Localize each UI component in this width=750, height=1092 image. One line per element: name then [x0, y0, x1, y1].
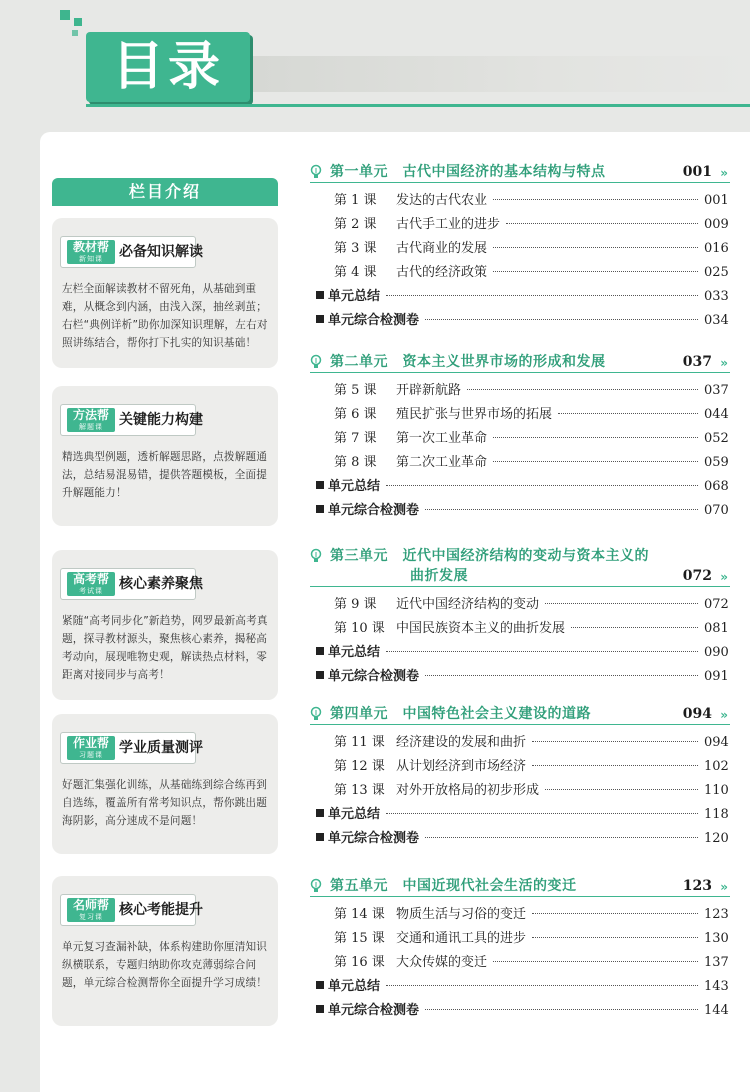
toc-lesson-row[interactable] — [310, 403, 730, 427]
toc-lesson-row[interactable] — [310, 951, 730, 975]
column-intro-title: 栏目介绍 — [52, 178, 278, 206]
toc-test-title: 单元综合检测卷 — [328, 669, 420, 684]
dot-leader — [493, 461, 698, 462]
toc-lesson-row[interactable] — [310, 189, 730, 213]
intro-card-title: 关键能力构建 — [119, 412, 203, 428]
toc-lesson-page: 052 — [704, 431, 729, 446]
dot-leader — [425, 837, 698, 838]
toc-lesson-row[interactable] — [310, 593, 730, 617]
toc-lesson-number: 第 3 课 — [334, 241, 377, 256]
toc-unit-header[interactable] — [310, 546, 730, 587]
toc-unit-header[interactable] — [310, 704, 730, 725]
intro-card-tag — [67, 240, 115, 264]
toc-test-title: 单元综合检测卷 — [328, 1003, 420, 1018]
header-band — [252, 56, 750, 92]
toc-summary-page: 143 — [704, 979, 729, 994]
intro-card-badge — [60, 236, 203, 268]
page-title: 目录 — [86, 32, 250, 102]
dot-leader — [467, 389, 698, 390]
toc-lesson-page: 110 — [704, 783, 729, 798]
toc-lesson-title: 第一次工业革命 — [396, 431, 488, 446]
toc-lesson-number: 第 11 课 — [334, 735, 385, 750]
toc-lesson-number: 第 1 课 — [334, 193, 377, 208]
toc-unit-title: 第二单元 资本主义世界市场的形成和发展 — [330, 354, 606, 370]
intro-card-tag-name: 方法帮 — [72, 408, 109, 422]
toc-lesson-row[interactable] — [310, 617, 730, 641]
toc-lesson-title: 古代手工业的进步 — [396, 217, 501, 232]
intro-card-tag — [67, 898, 115, 922]
toc-summary-row[interactable] — [310, 975, 730, 999]
toc-lesson-row[interactable] — [310, 451, 730, 475]
square-bullet-icon — [316, 291, 324, 299]
toc-unit-header[interactable] — [310, 876, 730, 897]
toc-lesson-title: 古代的经济政策 — [396, 265, 488, 280]
header-rule — [86, 104, 750, 107]
toc-unit-title: 第一单元 古代中国经济的基本结构与特点 — [330, 164, 606, 180]
toc-lesson-page: 009 — [704, 217, 729, 232]
square-bullet-icon — [316, 1005, 324, 1013]
toc-unit-title: 第五单元 中国近现代社会生活的变迁 — [330, 878, 577, 894]
toc-summary-row[interactable] — [310, 803, 730, 827]
toc-lesson-row[interactable] — [310, 261, 730, 285]
toc-test-row[interactable] — [310, 499, 730, 523]
toc-unit — [310, 352, 730, 523]
square-bullet-icon — [316, 647, 324, 655]
double-chevron-icon: » — [720, 356, 728, 370]
toc-lesson-title: 中国民族资本主义的曲折发展 — [396, 621, 566, 636]
dot-leader — [386, 651, 698, 652]
dot-leader — [386, 485, 698, 486]
toc-lesson-number: 第 12 课 — [334, 759, 385, 774]
toc-lesson-title: 发达的古代农业 — [396, 193, 488, 208]
dot-leader — [532, 913, 698, 914]
toc-unit-page: 094 — [682, 706, 712, 722]
intro-card-tag-sub: 考试课 — [79, 587, 103, 595]
lightbulb-icon — [310, 878, 322, 894]
toc-summary-title: 单元总结 — [328, 645, 381, 660]
header-decor-square — [74, 18, 82, 26]
header-decor-square — [72, 30, 78, 36]
toc-lesson-row[interactable] — [310, 379, 730, 403]
double-chevron-icon: » — [720, 570, 728, 584]
square-bullet-icon — [316, 481, 324, 489]
toc-lesson-page: 130 — [704, 931, 729, 946]
toc-unit-header[interactable] — [310, 162, 730, 183]
dot-leader — [532, 741, 698, 742]
toc-lesson-page: 059 — [704, 455, 729, 470]
toc-lesson-title: 第二次工业革命 — [396, 455, 488, 470]
toc-unit-page: 037 — [682, 354, 712, 370]
dot-leader — [571, 627, 698, 628]
toc-unit — [310, 162, 730, 333]
toc-lesson-page: 137 — [704, 955, 729, 970]
toc-lesson-title: 经济建设的发展和曲折 — [396, 735, 527, 750]
toc-lesson-page: 102 — [704, 759, 729, 774]
toc-lesson-number: 第 6 课 — [334, 407, 377, 422]
intro-card-badge — [60, 568, 203, 600]
toc-lesson-page: 123 — [704, 907, 729, 922]
toc-lesson-page: 016 — [704, 241, 729, 256]
intro-card-title: 必备知识解读 — [119, 244, 203, 260]
toc-summary-page: 033 — [704, 289, 729, 304]
intro-card-text: 左栏全面解读教材不留死角，从基础到重难，从概念到内涵，由浅入深，抽丝剥茧；右栏“典例详析”助你加深知识理解，左右对照讲练结合，帮你打下扎实的知识基础！ — [62, 283, 268, 349]
toc-unit-title: 第三单元 近代中国经济结构的变动与资本主义的 — [330, 548, 649, 564]
toc-lesson-page: 044 — [704, 407, 729, 422]
intro-card-header — [60, 894, 278, 934]
toc-summary-row[interactable] — [310, 285, 730, 309]
lightbulb-icon — [310, 164, 322, 180]
toc-summary-title: 单元总结 — [328, 979, 381, 994]
dot-leader — [545, 603, 698, 604]
intro-card-tag — [67, 736, 115, 760]
intro-card-tag-name: 教材帮 — [72, 240, 109, 254]
toc-test-page: 034 — [704, 313, 729, 328]
dot-leader — [425, 1009, 698, 1010]
toc-lesson-number: 第 13 课 — [334, 783, 385, 798]
toc-summary-row[interactable] — [310, 475, 730, 499]
toc-lesson-number: 第 16 课 — [334, 955, 385, 970]
toc-lesson-number: 第 9 课 — [334, 597, 377, 612]
intro-card — [52, 714, 278, 854]
intro-card-header — [60, 404, 278, 444]
square-bullet-icon — [316, 981, 324, 989]
toc-summary-title: 单元总结 — [328, 289, 381, 304]
toc-unit-page: 001 — [682, 164, 712, 180]
intro-card-tag-sub: 复习课 — [79, 913, 103, 921]
intro-card-text: 单元复习查漏补缺，体系构建助你厘清知识纵横联系，专题归纳助你攻克薄弱综合问题，单元综合检测帮你全面提升学习成绩！ — [62, 941, 268, 989]
toc-lesson-title: 殖民扩张与世界市场的拓展 — [396, 407, 553, 422]
intro-card-tag-sub: 解题课 — [79, 423, 103, 431]
toc-unit-page: 123 — [682, 878, 712, 894]
dot-leader — [532, 937, 698, 938]
dot-leader — [493, 199, 698, 200]
intro-card-text: 紧随“高考同步化”新趋势，网罗最新高考真题，探寻教材源头，聚焦核心素养，揭秘高考动向，展现唯物史观，解读热点材料，零距离对接同步与高考！ — [62, 615, 268, 681]
toc-summary-row[interactable] — [310, 641, 730, 665]
intro-card-header — [60, 236, 278, 276]
toc-lesson-title: 大众传媒的变迁 — [396, 955, 488, 970]
dot-leader — [532, 765, 698, 766]
dot-leader — [493, 961, 698, 962]
intro-card-badge — [60, 404, 203, 436]
intro-card — [52, 550, 278, 700]
intro-card-title: 核心素养聚焦 — [119, 576, 203, 592]
square-bullet-icon — [316, 315, 324, 323]
toc-lesson-row[interactable] — [310, 237, 730, 261]
toc-lesson-title: 从计划经济到市场经济 — [396, 759, 527, 774]
intro-card-text: 精选典型例题，透析解题思路，点拨解题通法，总结易混易错，提供答题模板，全面提升解题能力！ — [62, 451, 268, 499]
lightbulb-icon — [310, 548, 322, 564]
toc-summary-page: 118 — [704, 807, 729, 822]
dot-leader — [425, 509, 698, 510]
dot-leader — [493, 271, 698, 272]
dot-leader — [493, 247, 698, 248]
toc-unit — [310, 876, 730, 1023]
toc-summary-page: 090 — [704, 645, 729, 660]
dot-leader — [558, 413, 698, 414]
toc-lesson-number: 第 15 课 — [334, 931, 385, 946]
toc-lesson-number: 第 5 课 — [334, 383, 377, 398]
square-bullet-icon — [316, 671, 324, 679]
toc-lesson-title: 古代商业的发展 — [396, 241, 488, 256]
toc-summary-page: 068 — [704, 479, 729, 494]
intro-card-header — [60, 732, 278, 772]
toc-test-title: 单元综合检测卷 — [328, 831, 420, 846]
toc-lesson-row[interactable] — [310, 927, 730, 951]
toc-test-row[interactable] — [310, 999, 730, 1023]
double-chevron-icon: » — [720, 708, 728, 722]
toc-lesson-number: 第 14 课 — [334, 907, 385, 922]
toc-lesson-title: 对外开放格局的初步形成 — [396, 783, 540, 798]
toc-unit-title-line2: 曲折发展 — [410, 568, 468, 584]
intro-card-tag-name: 高考帮 — [72, 572, 109, 586]
double-chevron-icon: » — [720, 880, 728, 894]
square-bullet-icon — [316, 505, 324, 513]
toc-test-row[interactable] — [310, 827, 730, 851]
toc-lesson-page: 072 — [704, 597, 729, 612]
lightbulb-icon — [310, 706, 322, 722]
intro-card-title: 核心考能提升 — [119, 902, 203, 918]
dot-leader — [506, 223, 698, 224]
toc-lesson-row[interactable] — [310, 755, 730, 779]
intro-card — [52, 386, 278, 526]
toc-test-page: 091 — [704, 669, 729, 684]
toc-lesson-page: 094 — [704, 735, 729, 750]
toc-test-page: 144 — [704, 1003, 729, 1018]
toc-lesson-number: 第 7 课 — [334, 431, 377, 446]
toc-test-page: 120 — [704, 831, 729, 846]
dot-leader — [386, 813, 698, 814]
dot-leader — [493, 437, 698, 438]
lightbulb-icon — [310, 354, 322, 370]
toc-unit — [310, 546, 730, 689]
intro-card-tag-name: 名师帮 — [72, 898, 109, 912]
toc-lesson-row[interactable] — [310, 731, 730, 755]
toc-test-row[interactable] — [310, 665, 730, 689]
toc-lesson-number: 第 8 课 — [334, 455, 377, 470]
toc-summary-title: 单元总结 — [328, 479, 381, 494]
dot-leader — [425, 675, 698, 676]
toc-lesson-number: 第 2 课 — [334, 217, 377, 232]
toc-unit — [310, 704, 730, 851]
toc-lesson-number: 第 4 课 — [334, 265, 377, 280]
dot-leader — [386, 295, 698, 296]
intro-card-tag-name: 作业帮 — [72, 736, 109, 750]
toc-summary-title: 单元总结 — [328, 807, 381, 822]
intro-card-tag-sub: 新知课 — [79, 255, 103, 263]
dot-leader — [386, 985, 698, 986]
intro-card-tag-sub: 习题课 — [79, 751, 103, 759]
intro-card-badge — [60, 894, 203, 926]
toc-test-row[interactable] — [310, 309, 730, 333]
toc-lesson-row[interactable] — [310, 779, 730, 803]
toc-unit-title: 第四单元 中国特色社会主义建设的道路 — [330, 706, 591, 722]
intro-card — [52, 876, 278, 1026]
intro-card-title: 学业质量测评 — [119, 740, 203, 756]
square-bullet-icon — [316, 833, 324, 841]
toc-lesson-number: 第 10 课 — [334, 621, 385, 636]
toc-lesson-title: 近代中国经济结构的变动 — [396, 597, 540, 612]
toc-lesson-row[interactable] — [310, 213, 730, 237]
toc-test-page: 070 — [704, 503, 729, 518]
toc-lesson-page: 037 — [704, 383, 729, 398]
toc-test-title: 单元综合检测卷 — [328, 313, 420, 328]
toc-unit-page: 072 — [682, 568, 712, 584]
square-bullet-icon — [316, 809, 324, 817]
intro-card — [52, 218, 278, 368]
toc-lesson-title: 开辟新航路 — [396, 383, 462, 398]
intro-card-text: 好题汇集强化训练，从基础练到综合练再到自选练，覆盖所有常考知识点，帮你跳出题海阴影，高分速成不是问题！ — [62, 779, 268, 827]
column-intro — [52, 178, 278, 206]
intro-card-badge — [60, 732, 203, 764]
dot-leader — [545, 789, 698, 790]
intro-card-tag — [67, 572, 115, 596]
toc-lesson-page: 025 — [704, 265, 729, 280]
header-decor-square — [60, 10, 70, 20]
double-chevron-icon: » — [720, 166, 728, 180]
toc-lesson-title: 交通和通讯工具的进步 — [396, 931, 527, 946]
intro-card-header — [60, 568, 278, 608]
toc-lesson-row[interactable] — [310, 903, 730, 927]
dot-leader — [425, 319, 698, 320]
toc-lesson-row[interactable] — [310, 427, 730, 451]
toc-lesson-title: 物质生活与习俗的变迁 — [396, 907, 527, 922]
toc-lesson-page: 081 — [704, 621, 729, 636]
toc-lesson-page: 001 — [704, 193, 729, 208]
toc-test-title: 单元综合检测卷 — [328, 503, 420, 518]
intro-card-tag — [67, 408, 115, 432]
toc-unit-header[interactable] — [310, 352, 730, 373]
